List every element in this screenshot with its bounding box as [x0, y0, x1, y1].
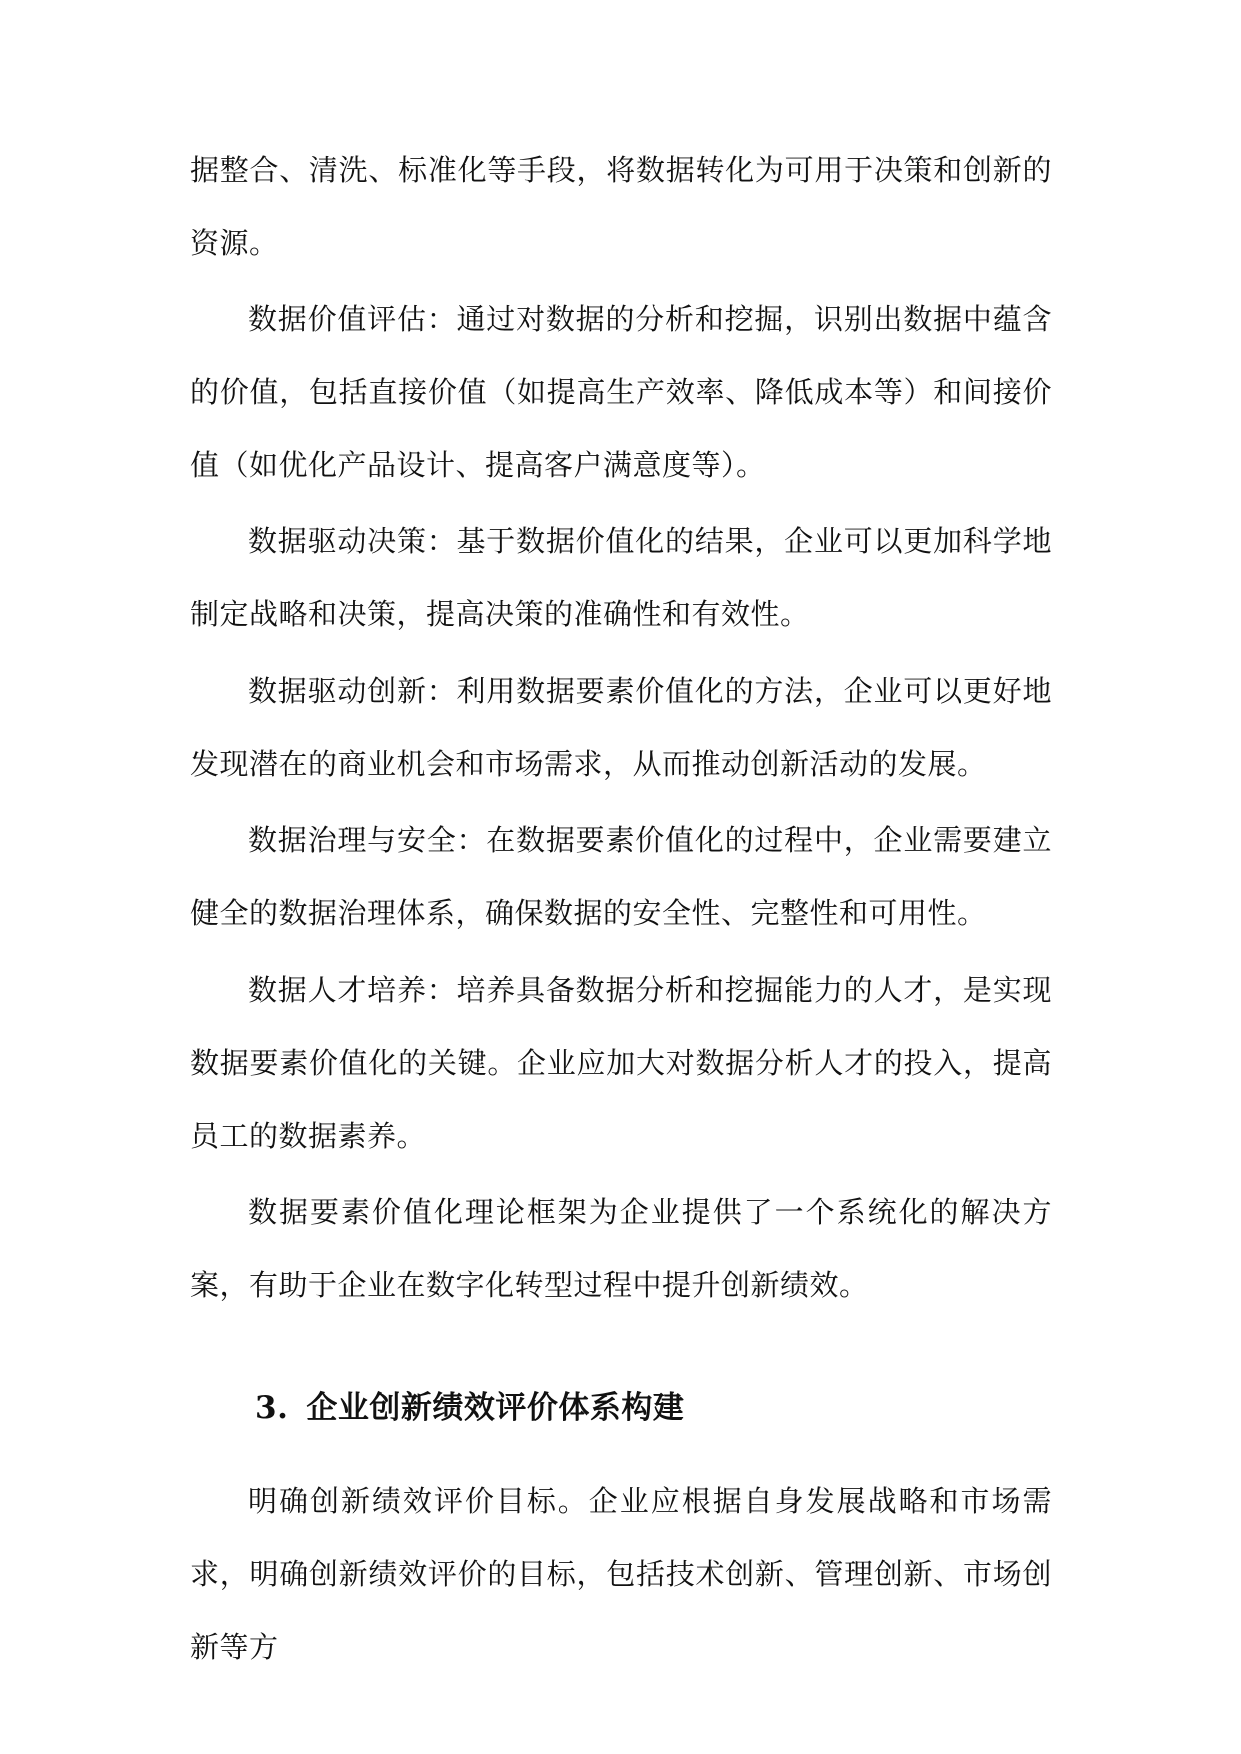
- paragraph-data-driven-decision: 数据驱动决策：基于数据价值化的结果，企业可以更加科学地制定战略和决策，提高决策的准确性和有效性。: [190, 524, 1052, 631]
- paragraph-framework-summary: 数据要素价值化理论框架为企业提供了一个系统化的解决方案，有助于企业在数字化转型过程中提升创新绩效。: [190, 1195, 1052, 1302]
- paragraph-data-governance-security: 数据治理与安全：在数据要素价值化的过程中，企业需要建立健全的数据治理体系，确保数据的安全性、完整性和可用性。: [190, 823, 1052, 930]
- section-number: 3.: [255, 1390, 289, 1426]
- section-heading: [255, 1384, 684, 1432]
- paragraph-data-integration-continued: 据整合、清洗、标准化等手段，将数据转化为可用于决策和创新的资源。: [190, 153, 1052, 260]
- paragraph-data-talent-training: 数据人才培养：培养具备数据分析和挖掘能力的人才，是实现数据要素价值化的关键。企业应加大对数据分析人才的投入，提高员工的数据素养。: [190, 973, 1052, 1153]
- paragraph-evaluation-goals: 明确创新绩效评价目标。企业应根据自身发展战略和市场需求，明确创新绩效评价的目标，包括技术创新、管理创新、市场创新等方: [190, 1484, 1052, 1664]
- paragraph-data-value-assessment: 数据价值评估：通过对数据的分析和挖掘，识别出数据中蕴含的价值，包括直接价值（如提高生产效率、降低成本等）和间接价值（如优化产品设计、提高客户满意度等）。: [190, 302, 1052, 482]
- section-title: 企业创新绩效评价体系构建: [306, 1390, 685, 1426]
- paragraph-data-driven-innovation: 数据驱动创新：利用数据要素价值化的方法，企业可以更好地发现潜在的商业机会和市场需求，从而推动创新活动的发展。: [190, 674, 1052, 781]
